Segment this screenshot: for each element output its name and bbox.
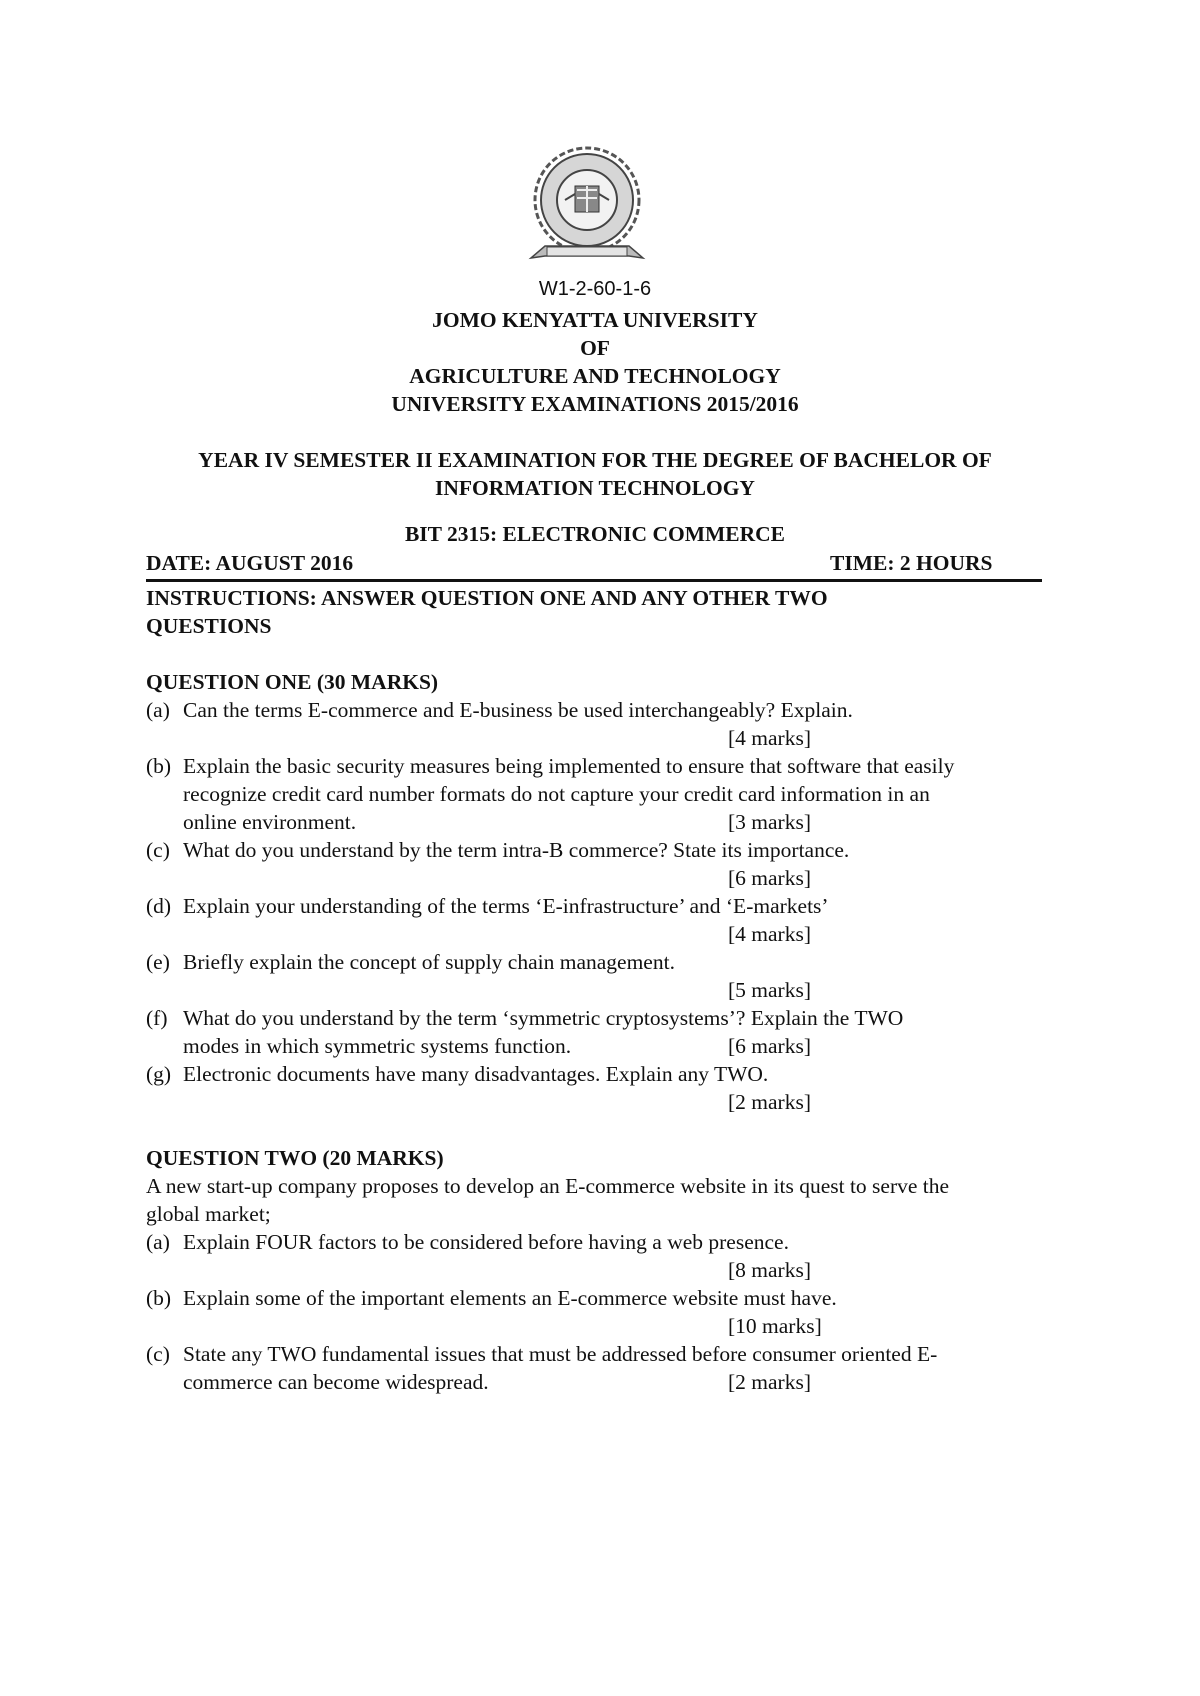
q2-c-marks: [2 marks] [728, 1370, 811, 1394]
seal-graphic [525, 146, 659, 280]
item-text: State any TWO fundamental issues that must be addressed before consumer oriented E- [183, 1342, 938, 1366]
item-label: (d) [146, 894, 172, 918]
q1-d-marks: [4 marks] [728, 922, 811, 946]
item-label: (b) [146, 1286, 172, 1310]
item-text: Electronic documents have many disadvantages. Explain any TWO. [183, 1062, 769, 1086]
q2-intro-line2: global market; [146, 1202, 271, 1226]
q1-g-marks: [2 marks] [728, 1090, 811, 1114]
q2-b-marks: [10 marks] [728, 1314, 822, 1338]
item-text: recognize credit card number formats do not capture your credit card information in an [183, 782, 930, 806]
item-text: commerce can become widespread. [183, 1370, 489, 1394]
university-name-line2: OF [580, 336, 610, 360]
exam-date: DATE: AUGUST 2016 [146, 551, 354, 575]
exam-code: W1-2-60-1-6 [538, 278, 652, 300]
item-text: Briefly explain the concept of supply chain management. [183, 950, 675, 974]
item-text: Explain the basic security measures being implemented to ensure that software that easily [183, 754, 955, 778]
item-text: Explain FOUR factors to be considered before having a web presence. [183, 1230, 789, 1254]
item-label: (b) [146, 754, 172, 778]
item-label: (a) [146, 698, 170, 722]
item-label: (c) [146, 1342, 170, 1366]
question-one-title: QUESTION ONE (30 MARKS) [146, 670, 439, 694]
item-text: What do you understand by the term ‘symmetric cryptosystems’? Explain the TWO [183, 1006, 904, 1030]
q1-c-marks: [6 marks] [728, 866, 811, 890]
item-text: modes in which symmetric systems function. [183, 1034, 572, 1058]
item-text: Can the terms E-commerce and E-business be used interchangeably? Explain. [183, 698, 853, 722]
item-text: Explain some of the important elements an E-commerce website must have. [183, 1286, 837, 1310]
item-label: (e) [146, 950, 170, 974]
item-label: (c) [146, 838, 170, 862]
degree-title-line2: INFORMATION TECHNOLOGY [435, 476, 755, 500]
exam-time: TIME: 2 HOURS [830, 551, 993, 575]
item-text: online environment. [183, 810, 357, 834]
instructions-line2: QUESTIONS [146, 614, 272, 638]
university-name-line1: JOMO KENYATTA UNIVERSITY [432, 308, 758, 332]
university-name-line3: AGRICULTURE AND TECHNOLOGY [409, 364, 781, 388]
q2-a-marks: [8 marks] [728, 1258, 811, 1282]
course-title: BIT 2315: ELECTRONIC COMMERCE [404, 522, 786, 546]
q1-b-marks: [3 marks] [728, 810, 811, 834]
university-seal-icon [525, 146, 659, 280]
q2-intro-line1: A new start-up company proposes to develop an E-commerce website in its quest to serve the [146, 1174, 950, 1198]
item-label: (f) [146, 1006, 168, 1030]
item-label: (g) [146, 1062, 172, 1086]
item-text: Explain your understanding of the terms ‘E-infrastructure’ and ‘E-markets’ [183, 894, 829, 918]
instructions-line1: INSTRUCTIONS: ANSWER QUESTION ONE AND ANY OTHER TWO [146, 586, 828, 610]
item-label: (a) [146, 1230, 170, 1254]
q1-e-marks: [5 marks] [728, 978, 811, 1002]
header-divider [146, 579, 1042, 582]
item-text: What do you understand by the term intra-B commerce? State its importance. [183, 838, 850, 862]
exam-session: UNIVERSITY EXAMINATIONS 2015/2016 [391, 392, 799, 416]
q1-f-marks: [6 marks] [728, 1034, 811, 1058]
question-two-title: QUESTION TWO (20 MARKS) [146, 1146, 444, 1170]
degree-title-line1: YEAR IV SEMESTER II EXAMINATION FOR THE DEGREE OF BACHELOR OF [198, 448, 992, 472]
q1-a-marks: [4 marks] [728, 726, 811, 750]
